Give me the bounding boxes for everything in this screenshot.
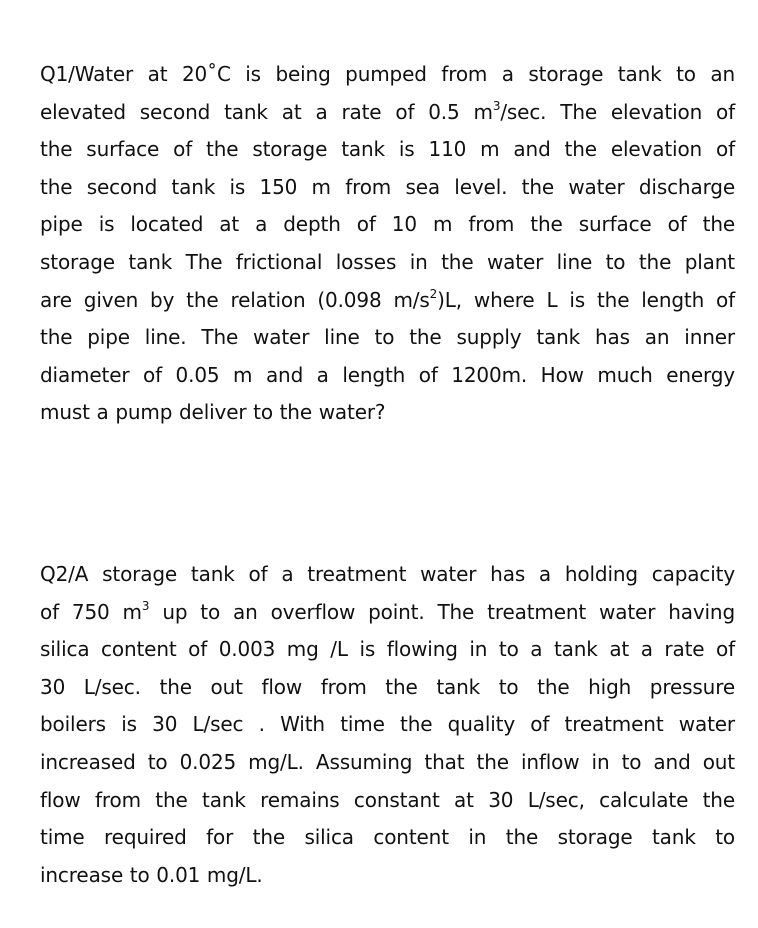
q1-line-1: Q1/Water at 20˚C is being pumped from a storage tank to an <box>40 62 735 86</box>
q2-line-8: time required for the silica content in the storage tank to <box>40 825 735 850</box>
q1-line-6: storage tank The frictional losses in the water line to the plant <box>40 249 735 274</box>
cubed-superscript: 3 <box>492 98 501 113</box>
q2-line-5: boilers is 30 L/sec . With time the quality of treatment water <box>40 712 735 737</box>
q1-line-2: elevated second tank at a rate of 0.5 $m^3/\sec$. The elevation of <box>40 98 735 124</box>
q1-line-8: the pipe line. The water line to the supply tank has an inner <box>40 325 735 350</box>
q2-line-6: increased to 0.025 mg/L. Assuming that the inflow in to and out <box>40 749 735 774</box>
question-1 <box>40 56 735 432</box>
question-2 <box>40 556 735 894</box>
q1-line-7: are given by the relation (0.098 $m/s^2)L$, where L is the length of <box>40 286 735 312</box>
q1-line-9: diameter of 0.05 m and a length of 1200m. How much energy <box>40 362 735 387</box>
q2-line-7: flow from the tank remains constant at 30 L/sec, calculate the <box>40 787 735 812</box>
q1-line-4: the second tank is 150 m from sea level. the water discharge <box>40 174 735 199</box>
q2-line-4: 30 L/sec. the out flow from the tank to the high pressure <box>40 674 735 699</box>
q2-line-2: of 750 $m^3$ up to an overflow point. The treatment water having <box>40 598 735 624</box>
q1-line-5: pipe is located at a depth of 10 m from the surface of the <box>40 212 735 237</box>
q1-line-10: must a pump deliver to the water? <box>40 400 386 425</box>
cubed-superscript: 3 <box>141 598 150 613</box>
q2-line-3: silica content of 0.003 mg /L is flowing in to a tank at a rate of <box>40 637 735 662</box>
q2-line-9: increase to 0.01 mg/L. <box>40 862 263 887</box>
q2-line-1: Q2/A storage tank of a treatment water has a holding capacity <box>40 562 735 586</box>
q1-line-3: the surface of the storage tank is 110 m and the elevation of <box>40 137 735 162</box>
squared-superscript: 2 <box>429 286 438 301</box>
